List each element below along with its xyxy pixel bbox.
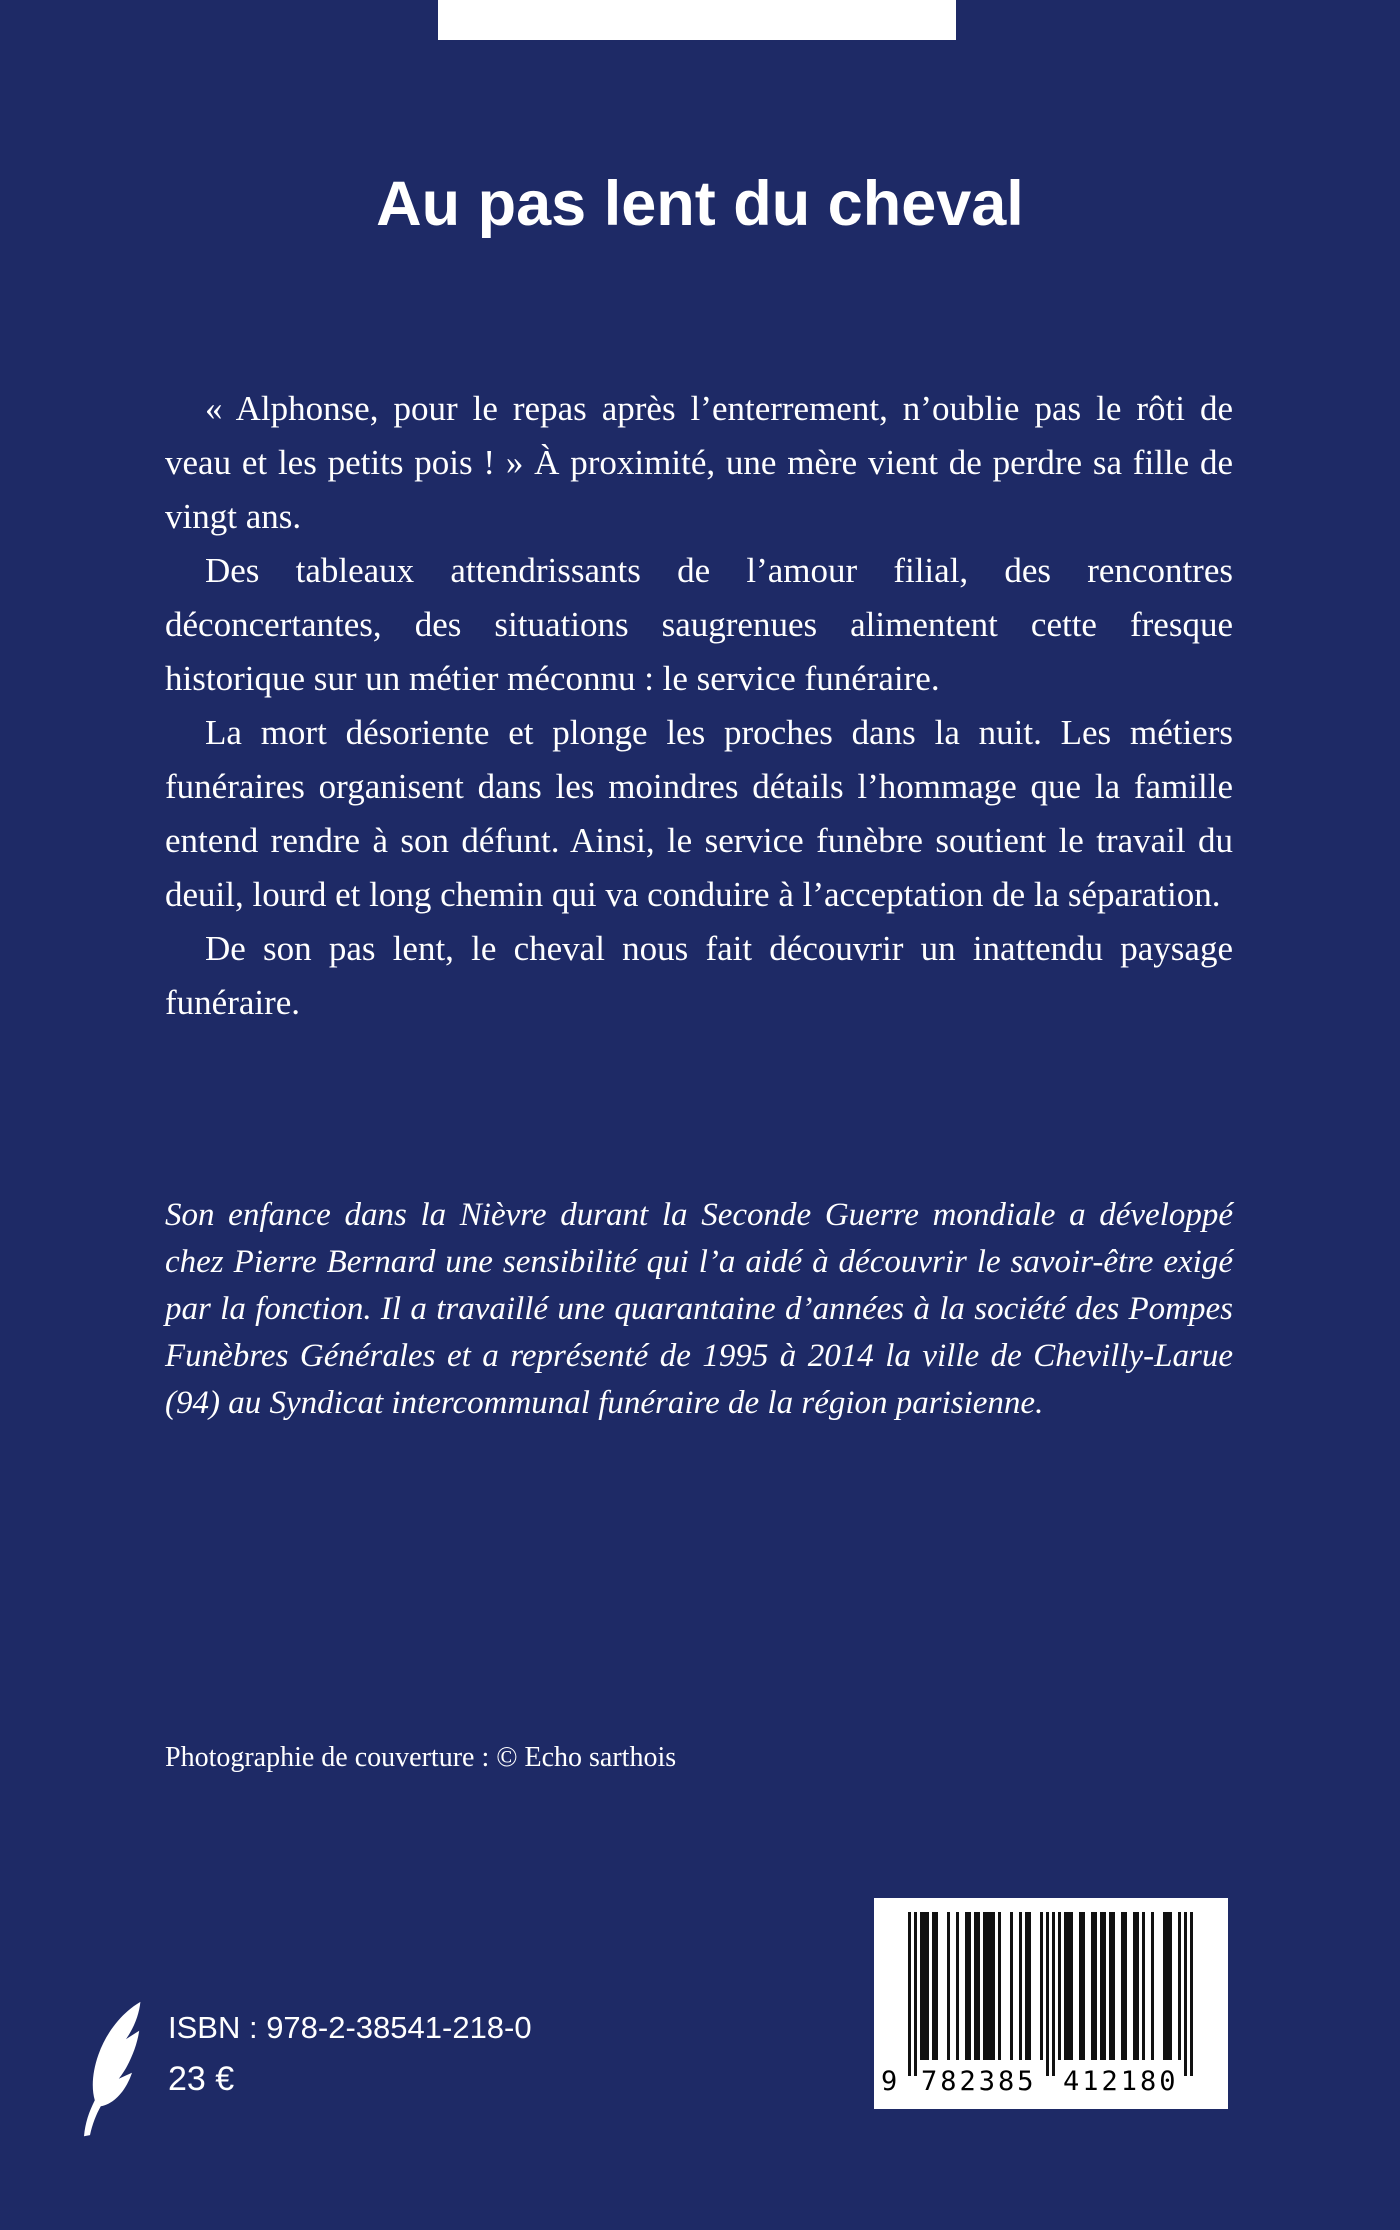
blurb-paragraph: La mort désoriente et plonge les proches dans la nuit. Les métiers funéraires organisent dans les moindres détails l’hommage que la famille entend rendre à son défunt. Ainsi, le service funèbre soutient le travail du deuil, lourd et long chemin qui va conduire à l’acceptation de la séparation. [165, 713, 1233, 914]
book-title: Au pas lent du cheval [376, 169, 1024, 239]
blurb [165, 382, 1233, 1030]
publisher-quill-icon [78, 1999, 150, 2144]
blurb-paragraph: « Alphonse, pour le repas après l’enterrement, n’oublie pas le rôti de veau et les petits pois ! » À proximité, une mère vient de perdre sa fille de vingt ans. [165, 389, 1233, 536]
photo-credit: Photographie de couverture : © Echo sarthois [165, 1742, 677, 1773]
blurb-paragraph: Des tableaux attendrissants de l’amour filial, des rencontres déconcertantes, des situations saugrenues alimentent cette fresque historique sur un métier méconnu : le service funéraire. [165, 551, 1233, 698]
barcode-digits-left: 782385 [921, 2066, 1037, 2097]
blurb-paragraph: De son pas lent, le cheval nous fait découvrir un inattendu paysage funéraire. [165, 929, 1233, 1022]
price-text: 23 € [168, 2060, 235, 2098]
barcode-digit-first: 9 [881, 2066, 898, 2097]
isbn-text: ISBN : 978-2-38541-218-0 [168, 2010, 532, 2045]
spine-tab [438, 0, 956, 40]
barcode [874, 1898, 1228, 2109]
author-bio: Son enfance dans la Nièvre durant la Seconde Guerre mondiale a développé chez Pierre Bernard une sensibilité qui l’a aidé à découvrir le savoir-être exigé par la fonction. Il a travaillé une quarantaine d’années à la société des Pompes Funèbres Générales et a représenté de 1995 à 2014 la ville de Chevilly-Larue (94) au Syndicat intercommunal funéraire de la région parisienne. [165, 1197, 1233, 1421]
barcode-digits-right: 412180 [1063, 2066, 1179, 2097]
barcode-bars [908, 1912, 1193, 2076]
